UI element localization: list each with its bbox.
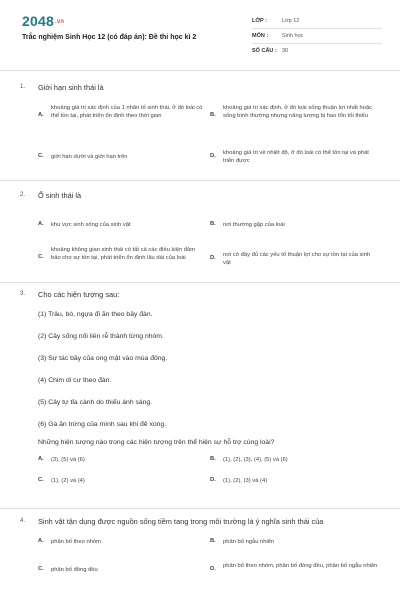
answer-key: A. xyxy=(38,456,44,462)
answer-text: (1), (2), (3), (4), (5) và (6) xyxy=(223,457,288,463)
answer-option-a[interactable] xyxy=(38,104,218,120)
page-header xyxy=(0,0,400,70)
answer-key: D. xyxy=(210,566,216,572)
question-text: Giới hạn sinh thái là xyxy=(38,83,104,92)
statement-item: (3) Sự tác bầy của ong mật vào mùa đông. xyxy=(38,355,168,362)
answer-text: khoảng không gian sinh thái có tất cả các điều kiện đảm bảo cho sự tồn tại, phát triển ổn định lâu dài của loài xyxy=(51,247,196,261)
answer-option-c[interactable] xyxy=(38,477,218,485)
answer-text: khoảng giá trị về nhiệt độ, ở đó loài có thể tồn tại và phát triển được xyxy=(223,150,369,164)
answer-key: C. xyxy=(38,153,44,159)
question-2 xyxy=(0,190,400,279)
answer-option-c[interactable] xyxy=(38,246,218,262)
meta-value: 30 xyxy=(282,48,289,54)
answer-option-b[interactable] xyxy=(210,538,390,546)
answer-key: A. xyxy=(38,221,44,227)
statement-item: (1) Trâu, bò, ngựa đi ăn theo bầy đàn. xyxy=(38,311,153,318)
question-header xyxy=(20,516,400,527)
answer-text: phân bố theo nhóm, phân bố đồng đều, phân bố ngẫu nhiên xyxy=(223,563,378,569)
answer-text: khoảng giá trị xác định của 1 nhân tố sinh thái, ở đó loài có thể tồn tại, phát triển ổn định theo thời gian xyxy=(51,105,203,119)
question-text: Sinh vật tận dụng được nguồn sống tiềm tang trong môi trường là ý nghĩa sinh thái của xyxy=(38,517,324,526)
answer-text: nơi thường gặp của loài xyxy=(223,222,285,228)
answer-option-b[interactable] xyxy=(210,104,390,120)
statement-list xyxy=(20,309,400,446)
statement-item: (6) Gà ăn trứng của mình sau khi đẻ xong. xyxy=(38,421,167,428)
answer-text: (3), (5) và (6) xyxy=(51,457,85,463)
answer-text: (1), (2) và (4) xyxy=(51,478,85,484)
meta-row-subject xyxy=(252,29,382,44)
answer-key: B. xyxy=(210,221,216,227)
question-4 xyxy=(0,516,400,595)
answer-key: B. xyxy=(210,456,216,462)
question-text: Cho các hiện tượng sau: xyxy=(38,290,120,299)
meta-value: Lớp 12 xyxy=(282,18,300,24)
logo-main: 2048 xyxy=(22,13,54,29)
answer-option-d[interactable] xyxy=(210,477,390,485)
answer-text: khoảng giá trị xác định, ở đó loài sống thuận lợi nhất hoặc sống bình thường nhưng năng lượng bị hao tổn tối thiểu xyxy=(223,105,373,119)
answer-text: giới hạn dưới và giới hạn trên xyxy=(51,154,128,160)
question-divider xyxy=(0,180,400,181)
answer-option-d[interactable] xyxy=(210,149,390,165)
meta-label: SỐ CÂU : xyxy=(252,48,277,54)
answer-key: D. xyxy=(210,153,216,159)
answer-option-b[interactable] xyxy=(210,221,390,229)
question-number: 1. xyxy=(20,84,26,90)
question-header xyxy=(20,289,400,300)
header-divider xyxy=(0,70,400,71)
answer-list xyxy=(20,535,400,595)
answer-option-c[interactable] xyxy=(38,566,218,574)
meta-row-count xyxy=(252,44,382,58)
logo-suffix: .vn xyxy=(54,19,65,26)
meta-label: LỚP : xyxy=(252,18,267,24)
answer-text: phân bố đồng đều xyxy=(51,567,98,573)
meta-value: Sinh học xyxy=(282,33,304,39)
question-prompt: Những hiện tượng nào trong các hiện tượng trên thể hiện sự hỗ trợ cùng loài? xyxy=(38,439,275,446)
document-title: Trắc nghiệm Sinh Học 12 (có đáp án): Đề thi học kì 2 xyxy=(22,34,197,41)
answer-list xyxy=(20,101,400,169)
answer-key: A. xyxy=(38,112,44,118)
answer-key: A. xyxy=(38,538,44,544)
meta-info xyxy=(252,14,382,58)
answer-key: C. xyxy=(38,254,44,260)
question-header xyxy=(20,82,400,93)
question-number: 2. xyxy=(20,192,26,198)
question-number: 3. xyxy=(20,291,26,297)
question-divider xyxy=(0,282,400,283)
answer-key: C. xyxy=(38,477,44,483)
statement-item: (4) Chim di cư theo đàn. xyxy=(38,377,112,384)
answer-option-d[interactable] xyxy=(210,251,390,267)
answer-key: C. xyxy=(38,566,44,572)
question-number: 4. xyxy=(20,518,26,524)
question-header xyxy=(20,190,400,201)
answer-text: nơi có đầy đủ các yếu tố thuận lợi cho sự tồn tại của sinh vật xyxy=(223,252,371,266)
question-divider xyxy=(0,508,400,509)
answer-key: D. xyxy=(210,477,216,483)
answer-list xyxy=(20,454,400,494)
question-3 xyxy=(0,289,400,494)
answer-key: B. xyxy=(210,112,216,118)
answer-option-a[interactable] xyxy=(38,456,218,464)
meta-label: MÔN : xyxy=(252,33,269,39)
meta-row-class xyxy=(252,14,382,29)
answer-option-a[interactable] xyxy=(38,538,218,546)
answer-key: B. xyxy=(210,538,216,544)
answer-option-a[interactable] xyxy=(38,221,218,229)
answer-text: phân bố theo nhóm xyxy=(51,539,101,545)
answer-text: khu vực sinh sống của sinh vật xyxy=(51,222,131,228)
answer-text: (1), (2), (3) và (4) xyxy=(223,478,268,484)
answer-option-b[interactable] xyxy=(210,456,390,464)
answer-text: phân bố ngẫu nhiên xyxy=(223,539,275,545)
answer-option-c[interactable] xyxy=(38,153,218,161)
question-text: Ổ sinh thái là xyxy=(38,191,82,200)
statement-item: (2) Cây sống nối liền rễ thành từng nhóm. xyxy=(38,333,164,340)
statement-item: (5) Cây tự tỉa cành do thiếu ánh sáng. xyxy=(38,399,153,406)
answer-option-d[interactable] xyxy=(210,562,390,572)
question-1 xyxy=(0,82,400,169)
site-logo[interactable] xyxy=(22,13,64,29)
answer-key: D. xyxy=(210,255,216,261)
answer-list xyxy=(20,209,400,279)
